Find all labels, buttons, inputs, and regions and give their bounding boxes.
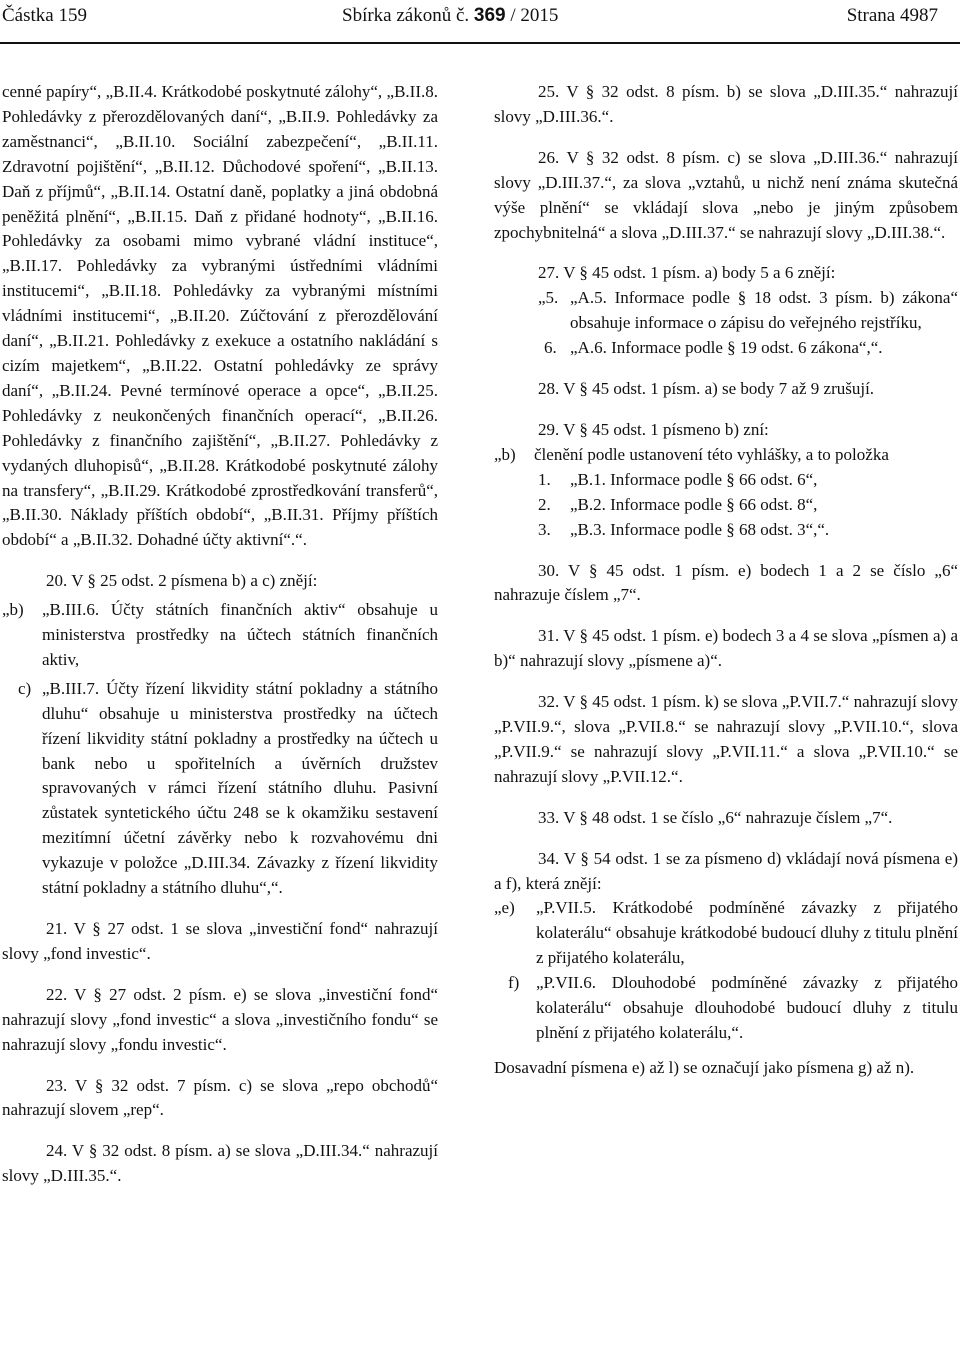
- right-column: [494, 80, 958, 1081]
- item-text: „B.III.7. Účty řízení likvidity státní pokladny a státního dluhu“ obsahuje u ministerstva prostředky na účtech řízení likvidity státní pokladny a prostředky na účtech u bank nebo u spořitelních a úvěrních družstev spravovaných v rámci řízení státního dluhu. Pasivní zůstatek syntetického účtu 248 se k okamžiku sestavení mezitímní účetní závěrky nebo k rozvahovému dni vykazuje v položce „D.III.34. Závazky z řízení likvidity státní pokladny a státního dluhu“,“.: [42, 678, 438, 898]
- item-text: „B.III.6. Účty státních finančních aktiv“ obsahuje u ministerstva prostředky na účtech státních finančních aktiv,: [42, 600, 438, 669]
- page-header: [0, 4, 960, 32]
- item-text: členění podle ustanovení této vyhlášky, a to položka: [534, 444, 889, 464]
- point-text: „B.2. Informace podle § 66 odst. 8“,: [570, 494, 818, 514]
- collection-title: [342, 4, 558, 28]
- paragraph-31: 31. V § 45 odst. 1 písm. e) bodech 3 a 4 se slova „písmen a) a b)“ nahrazují slovy „písmene a)“.: [494, 626, 958, 671]
- point-5: [494, 286, 958, 336]
- page-number: Strana 4987: [846, 5, 938, 26]
- paragraph-23: 23. V § 32 odst. 7 písm. c) se slova „repo obchodů“ nahrazují slovem „rep“.: [2, 1075, 438, 1120]
- paragraph-26: 26. V § 32 odst. 8 písm. c) se slova „D.III.36.“ nahrazují slovy „D.III.37.“, za slova „vztahů, u nichž není známa skutečná výše plnění“ se vkládají slova „nebo je jiným způsobem zpochybnitelná“ a slova „D.III.37.“ se nahrazují slovy „D.III.38.“.: [494, 147, 958, 242]
- paragraph-25: 25. V § 32 odst. 8 písm. b) se slova „D.III.35.“ nahrazují slovy „D.III.36.“.: [494, 82, 958, 126]
- point-1: [494, 468, 958, 493]
- point-label: 6.: [544, 338, 557, 358]
- item-e: [494, 896, 958, 971]
- paragraph-continuation: cenné papíry“, „B.II.4. Krátkodobé poskytnuté zálohy“, „B.II.8. Pohledávky z přerozdělovaných daní“, „B.II.9. Pohledávky za zaměstnanci“, „B.II.10. Sociální zabezpečení“, „B.II.11. Zdravotní pojištění“, „B.II.12. Důchodové spoření“, „B.II.13. Daň z příjmů“, „B.II.14. Ostatní daně, poplatky a jiná obdobná peněžitá plnění“, „B.II.15. Daň z přidané hodnoty“, „B.II.16. Pohledávky za osobami mimo vybrané vládní instituce“, „B.II.17. Pohledávky za vybranými ústředními vládními institucemi“, „B.II.18. Pohledávky za vybranými místními vládními institucemi“, „B.II.20. Zúčtování z přerozdělování daní“, „B.II.21. Pohledávky z exekuce a ostatního nakládání s cizím majetkem“, „B.II.22. Ostatní pohledávky ze správy daní“, „B.II.24. Pevné termínové operace a opce“, „B.II.25. Pohledávky z neukončených finančních operací“, „B.II.26. Pohledávky z finančního zajištění“, „B.II.27. Pohledávky z vydaných dluhopisů“, „B.II.28. Krátkodobé poskytnuté zálohy na transfery“, „B.II.29. Krátkodobé zprostředkování transferů“, „B.II.30. Náklady příštích období“, „B.II.31. Příjmy příštích období“ a „B.II.32. Dohadné účty aktivní“.“.: [2, 82, 438, 550]
- point-6: [494, 336, 958, 361]
- item-b: [2, 598, 438, 673]
- paragraph-29: 29. V § 45 odst. 1 písmeno b) zní:: [538, 419, 769, 439]
- paragraph-21: 21. V § 27 odst. 1 se slova „investiční fond“ nahrazují slovy „fond investic“.: [2, 919, 438, 963]
- paragraph-34-tail: Dosavadní písmena e) až l) se označují jako písmena g) až n).: [494, 1057, 915, 1077]
- point-label: „5.: [538, 288, 559, 308]
- header-divider: [0, 42, 960, 44]
- paragraph-34: 34. V § 54 odst. 1 se za písmeno d) vkládají nová písmena e) a f), která znějí:: [494, 848, 958, 893]
- point-text: „B.3. Informace podle § 68 odst. 3“,“.: [570, 519, 830, 539]
- paragraph-27: 27. V § 45 odst. 1 písm. a) body 5 a 6 znějí:: [538, 263, 836, 283]
- paragraph-32: 32. V § 45 odst. 1 písm. k) se slova „P.VII.7.“ nahrazují slovy „P.VII.9.“, slova „P.VII.8.“ se nahrazují slovy „P.VII.10.“, slova „P.VII.9.“ se nahrazují slovy „P.VII.11.“ a slova „P.VII.10.“ se nahrazují slovy „P.VII.12.“.: [494, 692, 958, 786]
- item-label: f): [508, 973, 520, 993]
- point-label: 3.: [538, 519, 551, 539]
- point-label: 2.: [538, 494, 551, 514]
- issue-number: Částka 159: [2, 5, 87, 26]
- item-label: c): [18, 678, 32, 698]
- paragraph-30: 30. V § 45 odst. 1 písm. e) bodech 1 a 2 se číslo „6“ nahrazuje číslem „7“.: [494, 560, 958, 605]
- paragraph-24: 24. V § 32 odst. 8 písm. a) se slova „D.III.34.“ nahrazují slovy „D.III.35.“.: [2, 1141, 438, 1186]
- collection-year: / 2015: [510, 5, 559, 26]
- point-text: „A.5. Informace podle § 18 odst. 3 písm. b) zákona“ obsahuje informace o zápisu do veřejného rejstříku,: [570, 288, 958, 333]
- point-label: 1.: [538, 469, 551, 489]
- point-3: [494, 518, 958, 543]
- paragraph-28: 28. V § 45 odst. 1 písm. a) se body 7 až 9 zrušují.: [538, 379, 875, 399]
- paragraph-22: 22. V § 27 odst. 2 písm. e) se slova „investiční fond“ nahrazují slovy „fond investic“ a slova „investičního fondu“ se nahrazují slovy „fondu investic“.: [2, 984, 438, 1054]
- item-c: [2, 677, 438, 901]
- item-text: „P.VII.6. Dlouhodobé podmíněné závazky z přijatého kolaterálu“ obsahuje dlouhodobé budoucí dluhy z titulu plnění z přijatého kolaterálu,“.: [536, 973, 958, 1042]
- item-b: [494, 443, 958, 468]
- item-f: [494, 971, 958, 1046]
- law-number: 369: [473, 5, 506, 26]
- item-text: „P.VII.5. Krátkodobé podmíněné závazky z přijatého kolaterálu“ obsahuje krátkodobé budoucí dluhy z titulu plnění z přijatého kolaterálu,: [536, 898, 958, 968]
- point-text: „A.6. Informace podle § 19 odst. 6 zákona“,“.: [570, 338, 883, 358]
- collection-prefix: Sbírka zákonů č.: [342, 5, 470, 26]
- point-text: „B.1. Informace podle § 66 odst. 6“,: [570, 469, 818, 489]
- paragraph-20: 20. V § 25 odst. 2 písmena b) a c) znějí:: [46, 571, 318, 591]
- paragraph-33: 33. V § 48 odst. 1 se číslo „6“ nahrazuje číslem „7“.: [538, 807, 893, 827]
- left-column: [2, 80, 438, 1189]
- item-label: „e): [494, 898, 515, 918]
- point-2: [494, 493, 958, 518]
- item-label: „b): [2, 600, 24, 620]
- item-label: „b): [494, 444, 516, 464]
